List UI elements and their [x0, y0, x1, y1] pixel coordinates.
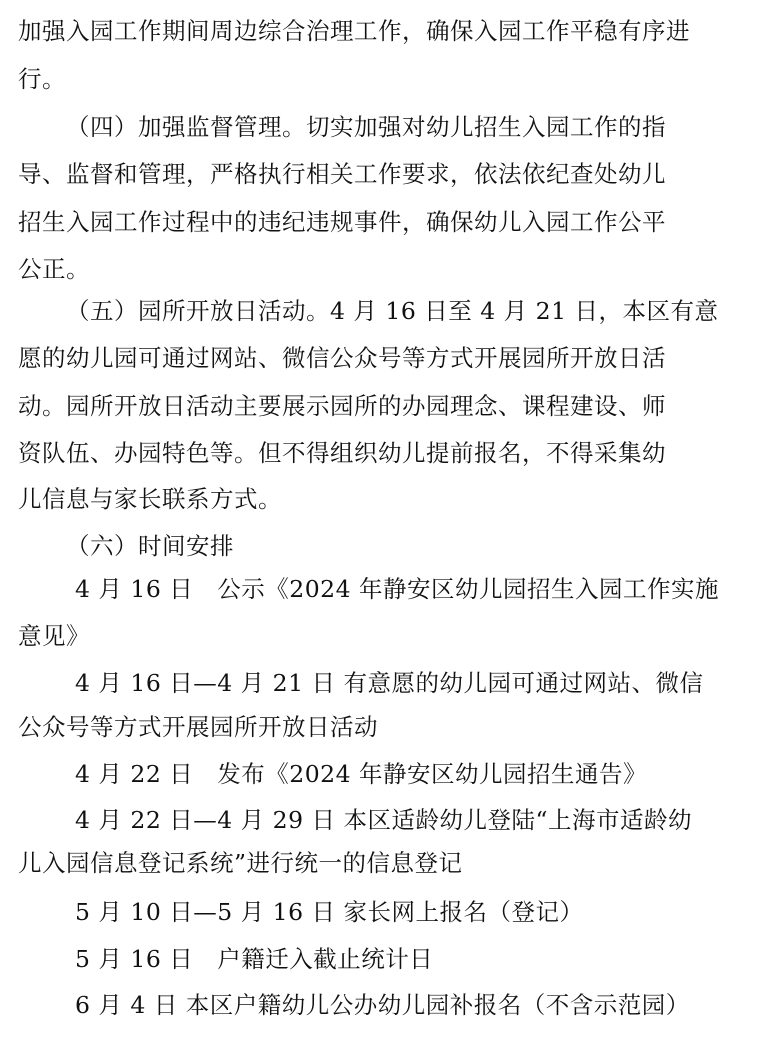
- schedule-line: 4 月 22 日 发布《2024 年静安区幼儿园招生通告》: [75, 760, 648, 788]
- paragraph-line: 儿信息与家长联系方式。: [18, 485, 282, 513]
- schedule-line: 6 月 4 日 本区户籍幼儿公办幼儿园补报名（不含示范园）: [75, 991, 690, 1019]
- schedule-line: 5 月 10 日—5 月 16 日 家长网上报名（登记）: [75, 898, 584, 926]
- paragraph-line: 行。: [18, 65, 66, 93]
- schedule-line: 公众号等方式开展园所开放日活动: [18, 713, 378, 741]
- paragraph-line: 公正。: [18, 255, 90, 283]
- schedule-line: 4 月 16 日—4 月 21 日 有意愿的幼儿园可通过网站、微信: [75, 669, 704, 697]
- schedule-line: 4 月 16 日 公示《2024 年静安区幼儿园招生入园工作实施: [75, 575, 720, 603]
- paragraph-line: 动。园所开放日活动主要展示园所的办园理念、课程建设、师: [18, 392, 666, 420]
- schedule-line: 儿入园信息登记系统”进行统一的信息登记: [18, 849, 463, 877]
- paragraph-line: 导、监督和管理，严格执行相关工作要求，依法依纪查处幼儿: [18, 160, 666, 188]
- paragraph-line: 招生入园工作过程中的违纪违规事件，确保幼儿入园工作公平: [18, 208, 666, 236]
- section-heading-line: （五）园所开放日活动。4 月 16 日至 4 月 21 日，本区有意: [66, 297, 719, 325]
- schedule-line: 意见》: [18, 622, 90, 650]
- section-heading: （六）时间安排: [66, 532, 234, 560]
- paragraph-line: 资队伍、办园特色等。但不得组织幼儿提前报名，不得采集幼: [18, 439, 666, 467]
- schedule-line: 4 月 22 日—4 月 29 日 本区适龄幼儿登陆“上海市适龄幼: [75, 806, 693, 834]
- paragraph-line: 加强入园工作期间周边综合治理工作，确保入园工作平稳有序进: [18, 17, 690, 45]
- section-heading-line: （四）加强监督管理。切实加强对幼儿招生入园工作的指: [66, 113, 666, 141]
- paragraph-line: 愿的幼儿园可通过网站、微信公众号等方式开展园所开放日活: [18, 344, 666, 372]
- schedule-line: 5 月 16 日 户籍迁入截止统计日: [75, 945, 434, 973]
